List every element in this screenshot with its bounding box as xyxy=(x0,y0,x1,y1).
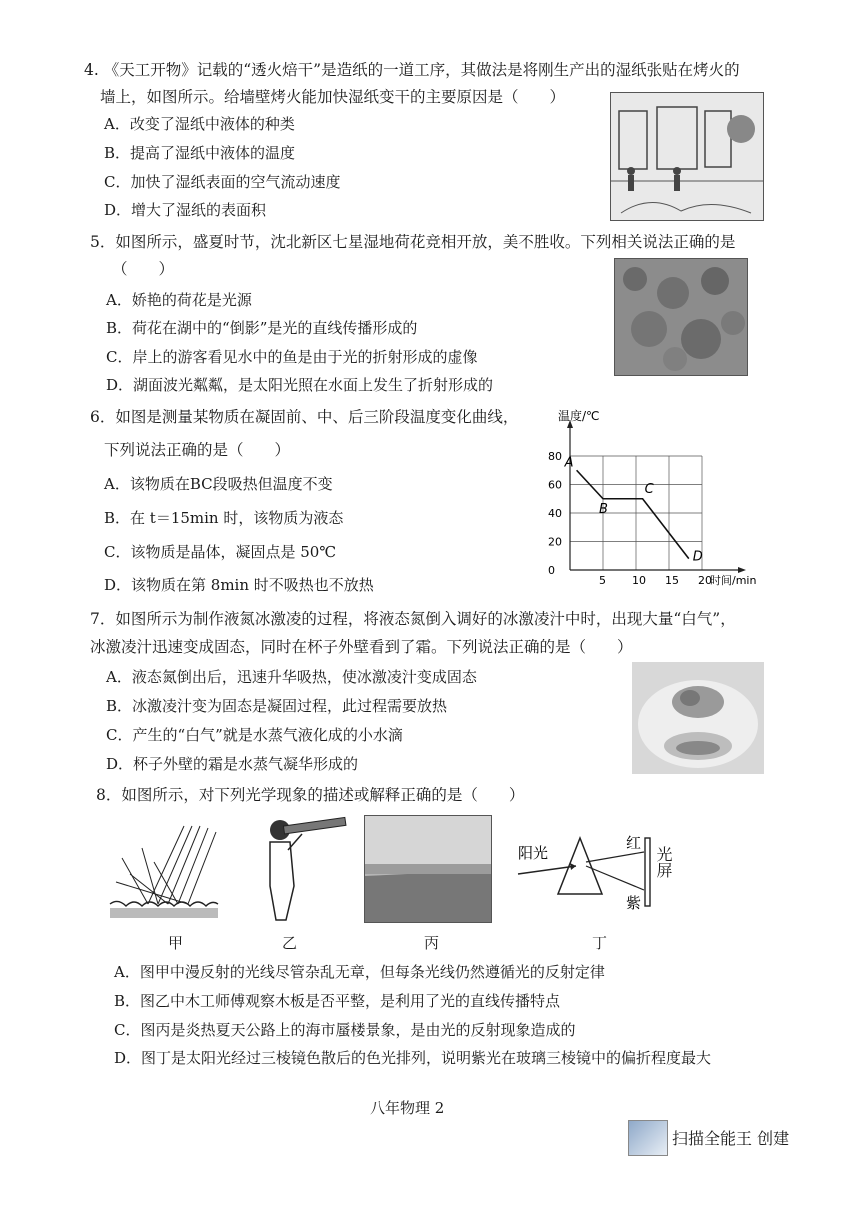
point-label-a: A xyxy=(564,455,574,471)
q5-stem-line1: 5．如图所示，盛夏时节，沈北新区七星湿地荷花竞相开放，美不胜收。下列相关说法正确的是 xyxy=(90,233,736,251)
q6-stem-line2: 下列说法正确的是（ ） xyxy=(104,441,291,459)
x-tick-label: 5 xyxy=(599,574,606,587)
carpenter-sighting-figure xyxy=(258,816,350,922)
point-label-b: B xyxy=(599,501,608,517)
prism-screen-label: 光屏 xyxy=(654,846,673,878)
road-mirage-photo xyxy=(364,815,492,923)
scanner-logo xyxy=(628,1120,668,1156)
q7-option-a: A．液态氮倒出后，迅速升华吸热，使冰激凌汁变成固态 xyxy=(106,668,477,686)
q4-option-c: C．加快了湿纸表面的空气流动速度 xyxy=(104,173,341,191)
point-label-c: C xyxy=(644,481,654,497)
q5-option-a: A．娇艳的荷花是光源 xyxy=(106,291,252,309)
q7-stem-line1: 7．如图所示为制作液氮冰激凌的过程，将液态氮倒入调好的冰激凌汁中时，出现大量“白气”， xyxy=(90,610,736,628)
q8-option-c: C．图丙是炎热夏天公路上的海市蜃楼景象，是由光的反射现象造成的 xyxy=(114,1021,576,1039)
q6-option-a: A．该物质在BC段吸热但温度不变 xyxy=(104,475,333,493)
lotus-pond-photo xyxy=(614,258,748,376)
chart-axes xyxy=(567,420,746,573)
q5-option-c: C．岸上的游客看见水中的鱼是由于光的折射形成的虚像 xyxy=(106,348,478,366)
caption-ding: 丁 xyxy=(592,934,608,952)
q4-stem-line1: 4. 《天工开物》记载的“透火焙干”是造纸的一道工序，其做法是将刚生产出的湿纸张贴在烤火的 xyxy=(84,61,740,79)
q6-option-d: D．该物质在第 8min 时不吸热也不放热 xyxy=(104,576,374,594)
q8-stem: 8．如图所示，对下列光学现象的描述或解释正确的是（ ） xyxy=(96,786,525,804)
caption-jia: 甲 xyxy=(168,934,184,952)
q5-option-d: D．湖面波光粼粼，是太阳光照在水面上发生了折射形成的 xyxy=(106,376,494,394)
cooling-curve-line xyxy=(577,470,689,558)
chart-x-axis-label: 时间/min xyxy=(710,574,757,587)
q4-option-d: D．增大了湿纸的表面积 xyxy=(104,201,267,219)
q6-option-b: B．在 t＝15min 时，该物质为液态 xyxy=(104,509,344,527)
q5-stem-line2: （ ） xyxy=(112,260,175,278)
scanner-watermark: 扫描全能王 创建 xyxy=(672,1129,790,1148)
page-footer: 八年物理 2 xyxy=(370,1099,445,1117)
chart-series xyxy=(564,455,703,564)
q6-option-c: C．该物质是晶体，凝固点是 50℃ xyxy=(104,543,337,561)
q4-option-b: B．提高了湿纸中液体的温度 xyxy=(104,144,296,162)
prism-dispersion-figure xyxy=(514,832,674,914)
chart-grid xyxy=(570,456,702,570)
cooling-curve-chart xyxy=(536,406,786,588)
caption-yi: 乙 xyxy=(282,934,298,952)
q6-stem-line1: 6．如图是测量某物质在凝固前、中、后三阶段温度变化曲线， xyxy=(90,408,519,426)
q4-option-a: A．改变了湿纸中液体的种类 xyxy=(104,115,295,133)
x-tick-label: 20 xyxy=(698,574,712,587)
liquid-nitrogen-icecream-photo xyxy=(632,662,764,774)
q5-option-b: B．荷花在湖中的“倒影”是光的直线传播形成的 xyxy=(106,319,418,337)
y-tick-label: 20 xyxy=(548,535,562,549)
q7-option-d: D．杯子外壁的霜是水蒸气凝华形成的 xyxy=(106,755,359,773)
q4-stem-line2: 墙上，如图所示。给墙壁烤火能加快湿纸变干的主要原因是（ ） xyxy=(100,88,566,106)
q7-stem-line2: 冰激凌汁迅速变成固态，同时在杯子外壁看到了霜。下列说法正确的是（ ） xyxy=(90,638,633,656)
x-tick-label: 15 xyxy=(665,574,679,587)
diffuse-reflection-figure xyxy=(108,818,220,922)
prism-red-label: 红 xyxy=(626,834,642,852)
q7-option-b: B．冰激凌汁变为固态是凝固过程，此过程需要放热 xyxy=(106,697,448,715)
q7-option-c: C．产生的“白气”就是水蒸气液化成的小水滴 xyxy=(106,726,403,744)
y-tick-label: 0 xyxy=(548,564,555,577)
y-tick-label: 60 xyxy=(548,478,562,492)
paper-drying-illustration xyxy=(610,92,764,221)
prism-sunlight-label: 阳光 xyxy=(518,844,549,862)
x-tick-label: 10 xyxy=(632,574,646,587)
x-axis-arrow xyxy=(738,567,746,573)
q8-option-a: A．图甲中漫反射的光线尽管杂乱无章，但每条光线仍然遵循光的反射定律 xyxy=(114,963,605,981)
y-tick-label: 40 xyxy=(548,507,562,520)
point-label-d: D xyxy=(692,549,703,565)
y-tick-label: 80 xyxy=(548,450,562,463)
chart-ticks xyxy=(548,450,712,587)
q8-option-b: B．图乙中木工师傅观察木板是否平整，是利用了光的直线传播特点 xyxy=(114,992,561,1010)
caption-bing: 丙 xyxy=(424,934,440,952)
chart-y-axis-label: 温度/℃ xyxy=(558,409,600,423)
q8-option-d: D．图丁是太阳光经过三棱镜色散后的色光排列，说明紫光在玻璃三棱镜中的偏折程度最大 xyxy=(114,1049,712,1067)
prism-violet-label: 紫 xyxy=(626,894,642,912)
